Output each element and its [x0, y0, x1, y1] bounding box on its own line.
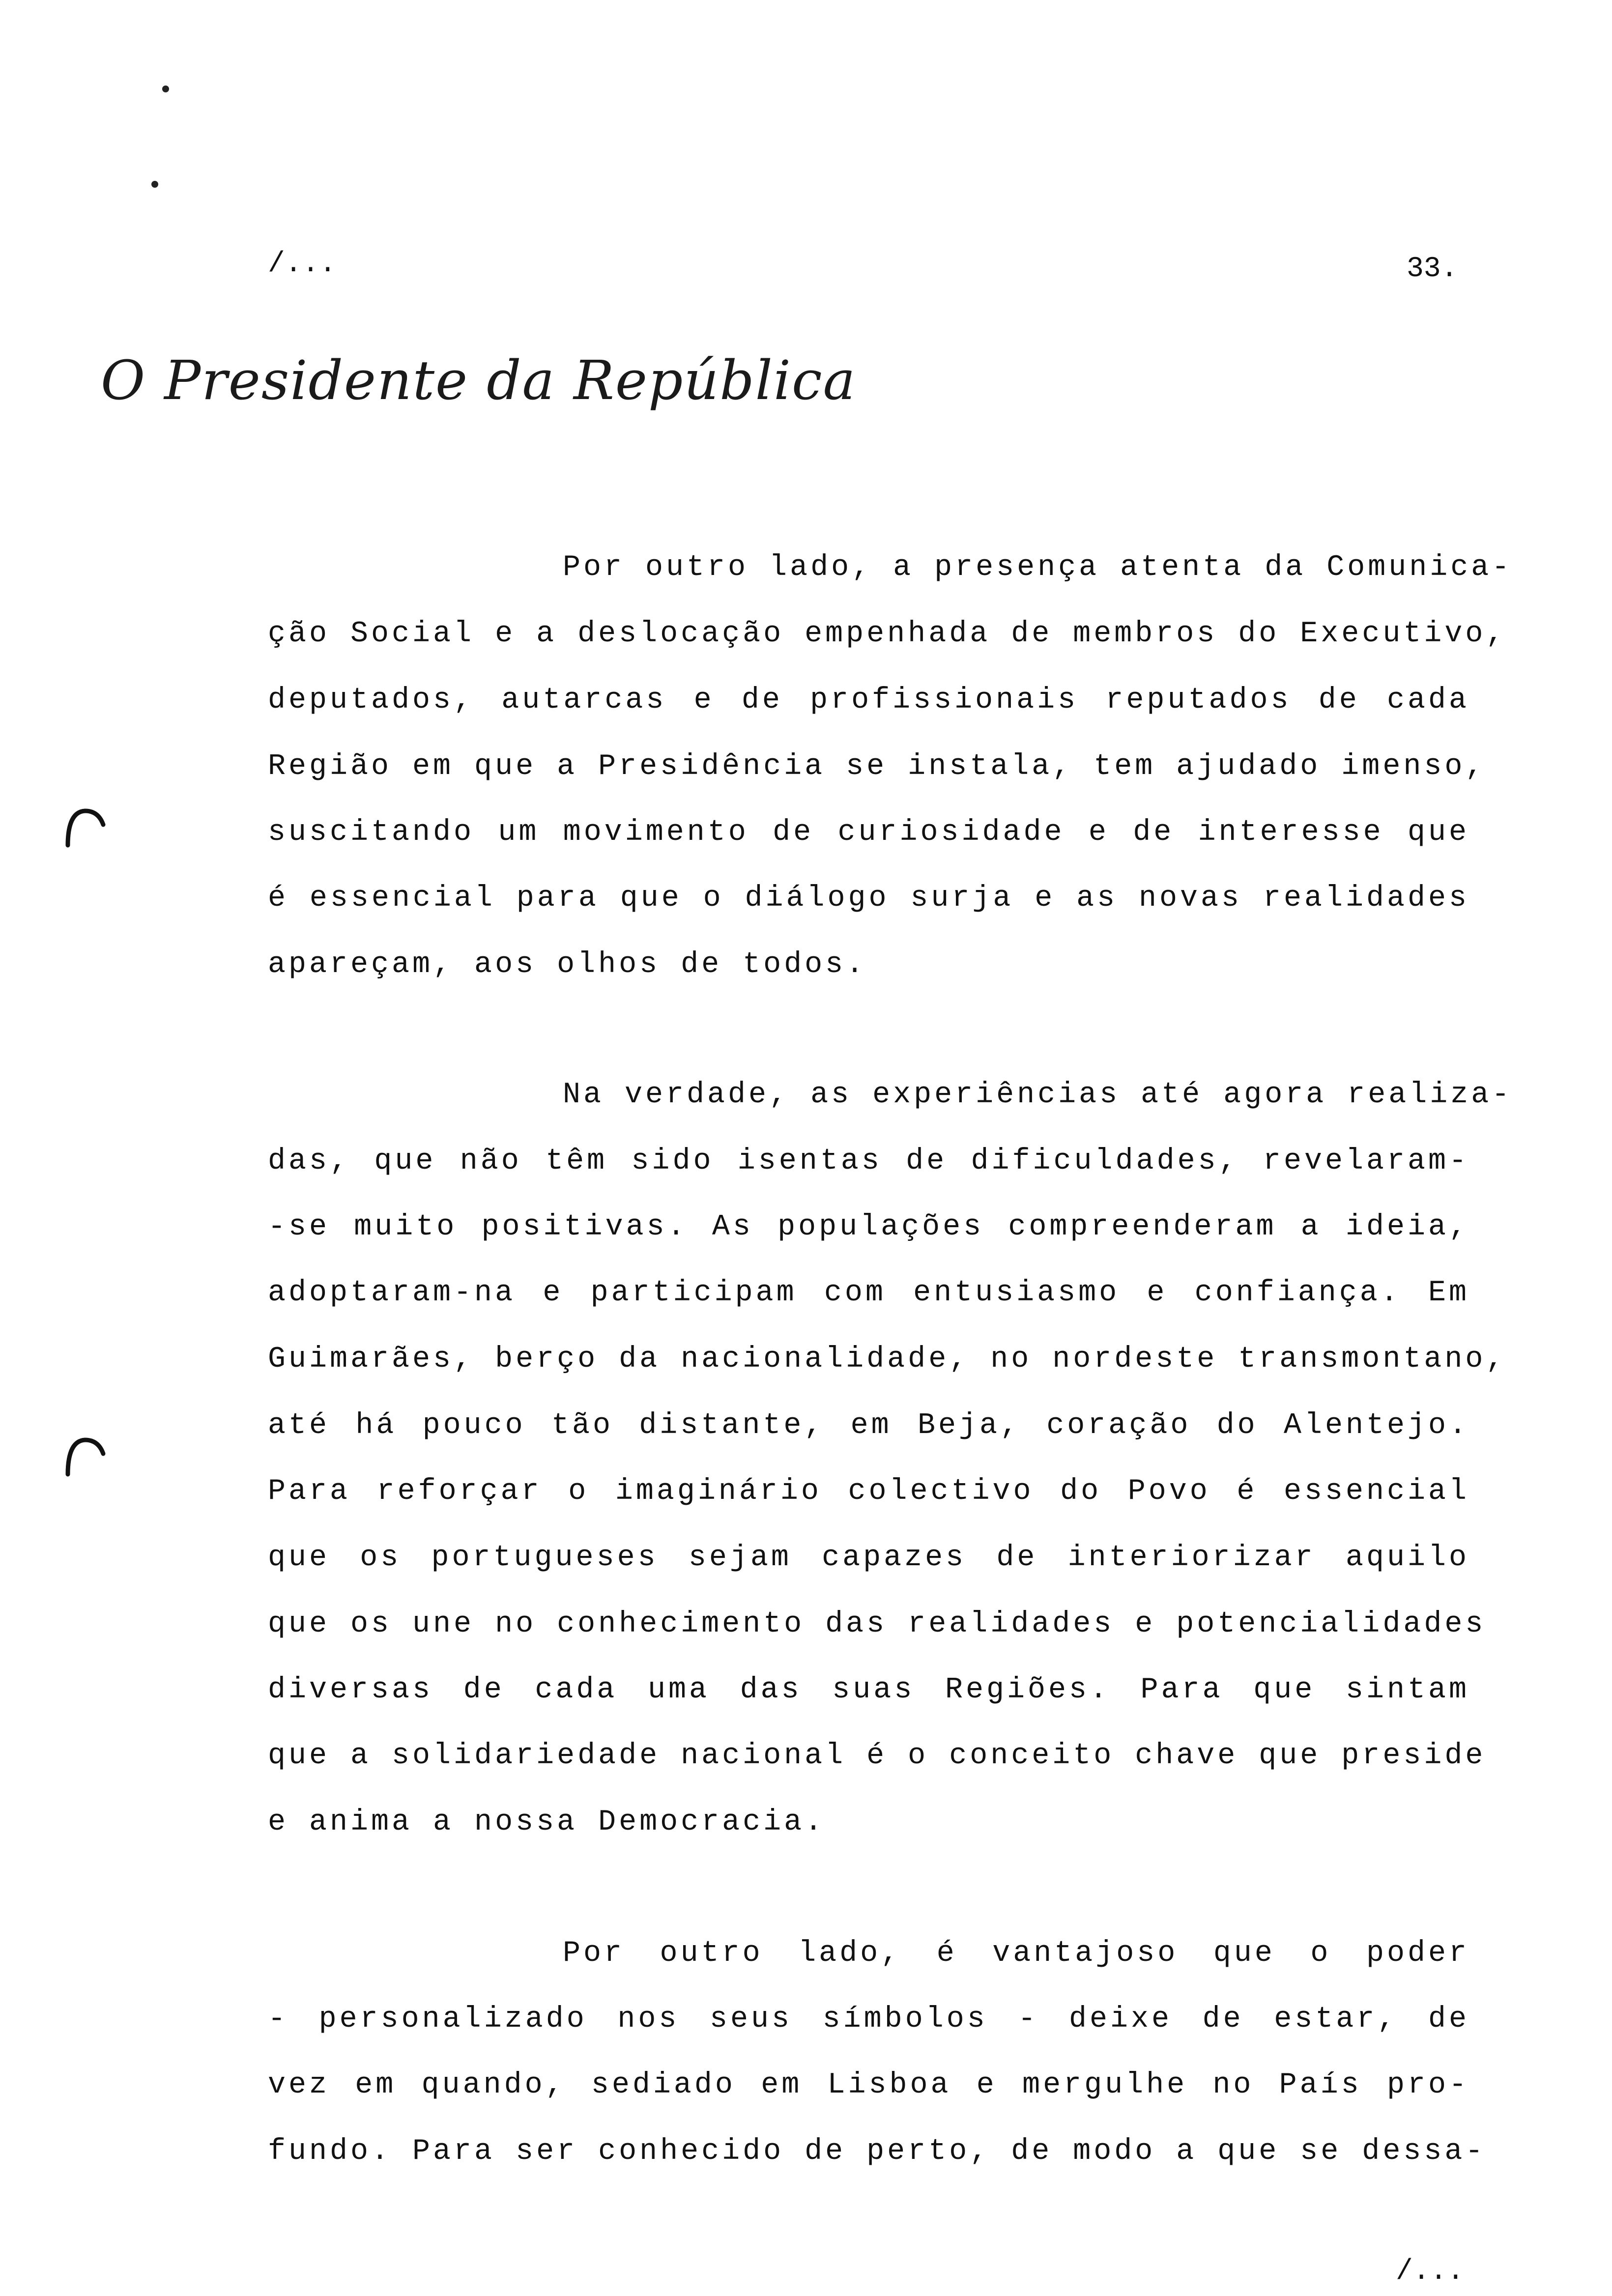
paragraph-line: Região em que a Presidência se instala, tem ajudado imenso,: [268, 750, 1486, 783]
paragraph-line: Por outro lado, a presença atenta da Comunica-: [563, 551, 1513, 584]
letterhead: O Presidente da República: [101, 349, 857, 412]
continuation-mark-bottom: /...: [1396, 2256, 1465, 2288]
paragraph-line: é essencial para que o diálogo surja e as novas realidades: [268, 882, 1469, 915]
paragraph-line: das, que não têm sido isentas de dificuldades, revelaram-: [268, 1145, 1469, 1178]
paragraph-line: que os portugueses sejam capazes de interiorizar aquilo: [268, 1541, 1469, 1575]
page-number: 33.: [1407, 253, 1458, 285]
paragraph-line: que a solidariedade nacional é o conceito chave que preside: [268, 1739, 1486, 1773]
paragraph-line: fundo. Para ser conhecido de perto, de modo a que se dessa-: [268, 2135, 1486, 2168]
punch-hole-mark: [64, 806, 106, 848]
paragraph-line: Guimarães, berço da nacionalidade, no nordeste transmontano,: [268, 1343, 1507, 1376]
punch-hole-mark: [64, 1435, 106, 1477]
paragraph-line: até há pouco tão distante, em Beja, coração do Alentejo.: [268, 1409, 1469, 1442]
paragraph-line: diversas de cada uma das suas Regiões. Para que sintam: [268, 1673, 1469, 1707]
paragraph-line: Na verdade, as experiências até agora realiza-: [563, 1078, 1513, 1112]
scan-speck: [162, 86, 169, 92]
paragraph-line: vez em quando, sediado em Lisboa e mergulhe no País pro-: [268, 2068, 1469, 2102]
scan-speck: [151, 181, 158, 188]
paragraph-line: ção Social e a deslocação empenhada de membros do Executivo,: [268, 617, 1507, 651]
paragraph-line: suscitando um movimento de curiosidade e de interesse que: [268, 816, 1469, 849]
paragraph-line: -se muito positivas. As populações compreenderam a ideia,: [268, 1210, 1469, 1244]
paragraph-line: adoptaram-na e participam com entusiasmo e confiança. Em: [268, 1276, 1469, 1310]
paragraph-line: deputados, autarcas e de profissionais reputados de cada: [268, 684, 1469, 717]
paragraph-line: Por outro lado, é vantajoso que o poder: [563, 1937, 1469, 1970]
paragraph-line: Para reforçar o imaginário colectivo do Povo é essencial: [268, 1475, 1469, 1508]
paragraph-line: que os une no conhecimento das realidades e potencialidades: [268, 1607, 1486, 1641]
paragraph-line: - personalizado nos seus símbolos - deixe de estar, de: [268, 2003, 1469, 2036]
paragraph-line: e anima a nossa Democracia.: [268, 1806, 826, 1839]
paragraph-line: apareçam, aos olhos de todos.: [268, 948, 867, 981]
continuation-mark-top: /...: [268, 248, 337, 280]
